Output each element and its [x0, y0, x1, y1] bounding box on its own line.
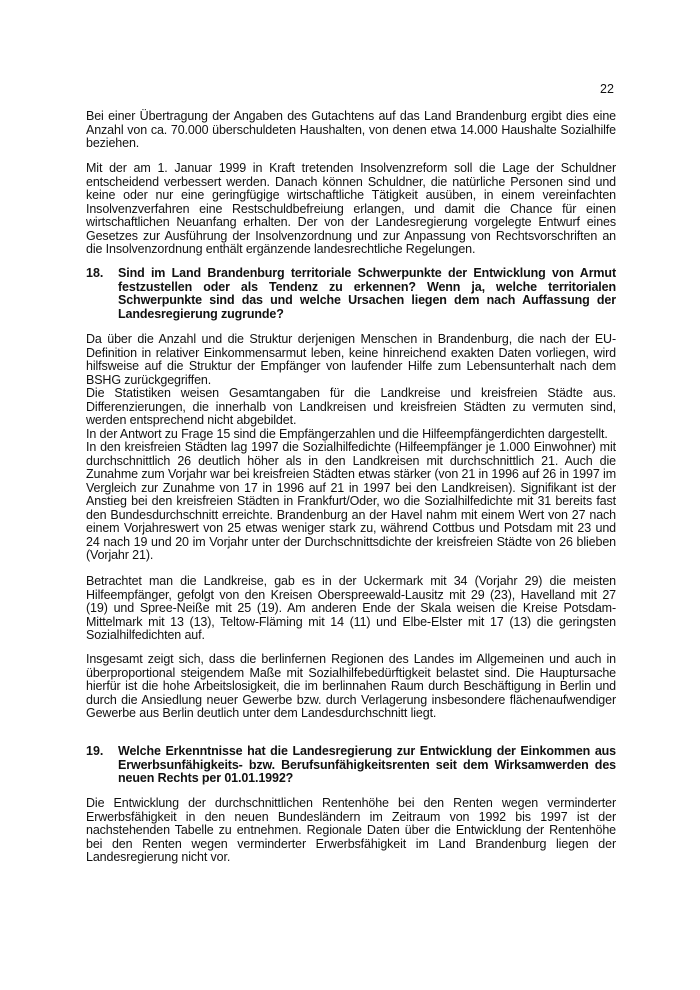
question-text: Welche Erkenntnisse hat die Landesregierung zur Entwicklung der Einkommen aus Erwerbsunfähigkeits- bzw. Berufsunfähigkeitsrenten seit dem Wirksamwerden des neuen Rechts per 01.01.1992? — [118, 744, 616, 785]
paragraph-haushalte — [86, 110, 616, 151]
page-number: 22 — [600, 82, 614, 96]
question-text: Sind im Land Brandenburg territoriale Schwerpunkte der Entwicklung von Armut festzustellen oder als Tendenz zu erkennen? Wenn ja, welche territorialen Schwerpunkte sind das und welche Ursachen liegen dem nach Auffassung der Landesregierung zugrunde? — [118, 266, 616, 321]
paragraph: In den kreisfreien Städten lag 1997 die Sozialhilfedichte (Hilfeempfänger je 1.000 Einwohner) mit durchschnittlich 26 deutlich höher als in den Landkreisen mit durchschnittlich 21. Auch die Zunahme zum Vorjahr war bei kreisfreien Städten etwas stärker (von 21 in 1996 auf 26 in 1997 im Vergleich zur Zunahme von 17 in 1996 auf 21 in 1997 bei den Landkreisen). Signifikant ist der Anstieg bei den kreisfreien Städten in Frankfurt/Oder, wo die Sozialhilfedichte mit 31 bereits fast den Bundesdurchschnitt erreichte. Brandenburg an der Havel nahm mit einem Wert von 27 nach einem Vorjahreswert von 25 etwas weniger stark zu, während Cottbus und Potsdam mit 23 und 24 nach 19 und 20 im Vorjahr unter der Durchschnittsdichte der kreisfreien Städte von 26 blieben (Vorjahr 21). — [86, 440, 616, 562]
paragraph-insolvenzreform — [86, 162, 616, 257]
question-number: 18. — [86, 266, 104, 280]
paragraph: Mit der am 1. Januar 1999 in Kraft tretenden Insolvenzreform soll die Lage der Schuldner entscheidend verbessert werden. Danach können Schuldner, die natürliche Personen sind und keine oder nur eine geringfügige wirtschaftliche Tätigkeit ausüben, in einem vereinfachten Insolvenzverfahren eine Restschuldbefreiung erlangen, und damit die Chance für einen wirtschaftlichen Neuanfang erhalten. Der von der Landesregierung vorgelegte Entwurf eines Gesetzes zur Ausführung der Insolvenzordnung und zur Anpassung von Rechtsvorschriften an die Insolvenzordnung enthält ergänzende landesrechtliche Regelungen. — [86, 161, 616, 256]
question-19 — [86, 745, 616, 786]
paragraph: Insgesamt zeigt sich, dass die berlinfernen Regionen des Landes im Allgemeinen und auch in überproportional steigendem Maße mit Sozialhilfebedürftigkeit belastet sind. Die Hauptursache hierfür ist die hohe Arbeitslosigkeit, die im berlinnahen Raum durch Beschäftigung in Berlin und durch die Ansiedlung neuer Gewerbe bzw. durch Verlagerung insbesondere flächenaufwendiger Gewerbe aus Berlin deutlich unter dem Landesdurchschnitt liegt. — [86, 652, 616, 720]
question-number: 19. — [86, 744, 104, 758]
paragraph: Bei einer Übertragung der Angaben des Gutachtens auf das Land Brandenburg ergibt dies eine Anzahl von ca. 70.000 überschuldeten Haushalten, von denen etwa 14.000 Haushalte Sozialhilfe beziehen. — [86, 109, 616, 150]
paragraph-insgesamt — [86, 653, 616, 721]
answer-18 — [86, 333, 616, 563]
paragraph: Die Entwicklung der durchschnittlichen Rentenhöhe bei den Renten wegen verminderter Erwerbsfähigkeit in den neuen Bundesländern im Zeitraum von 1992 bis 1997 ist der nachstehenden Tabelle zu entnehmen. Regionale Daten über die Entwicklung der Rentenhöhe bei den Renten wegen verminderter Erwerbsfähigkeit im Land Brandenburg liegen der Landesregierung nicht vor. — [86, 796, 616, 864]
paragraph-landkreise — [86, 575, 616, 643]
paragraph: Da über die Anzahl und die Struktur derjenigen Menschen in Brandenburg, die nach der EU-Definition in relativer Einkommensarmut leben, keine hinreichend exakten Daten vorliegen, wird hilfsweise auf die Struktur der Empfänger von laufender Hilfe zum Lebensunterhalt nach dem BSHG zurückgegriffen. — [86, 332, 616, 387]
answer-19 — [86, 797, 616, 865]
paragraph: In der Antwort zu Frage 15 sind die Empfängerzahlen und die Hilfeempfängerdichten dargestellt. — [86, 426, 608, 441]
question-18 — [86, 267, 616, 321]
paragraph: Betrachtet man die Landkreise, gab es in der Uckermark mit 34 (Vorjahr 29) die meisten Hilfeempfänger, gefolgt von den Kreisen Oberspreewald-Lausitz mit 29 (23), Havelland mit 27 (19) und Spree-Neiße mit 25 (19). Am anderen Ende der Skala weisen die Kreise Potsdam-Mittelmark mit 13 (13), Teltow-Fläming mit 14 (11) und Elbe-Elster mit 17 (13) die geringsten Sozialhilfedichten auf. — [86, 574, 616, 642]
paragraph: Die Statistiken weisen Gesamtangaben für die Landkreise und kreisfreien Städte aus. Differenzierungen, die innerhalb von Landkreisen und kreisfreien Städten zu vermuten sind, werden entsprechend nicht abgebildet. — [86, 386, 616, 427]
